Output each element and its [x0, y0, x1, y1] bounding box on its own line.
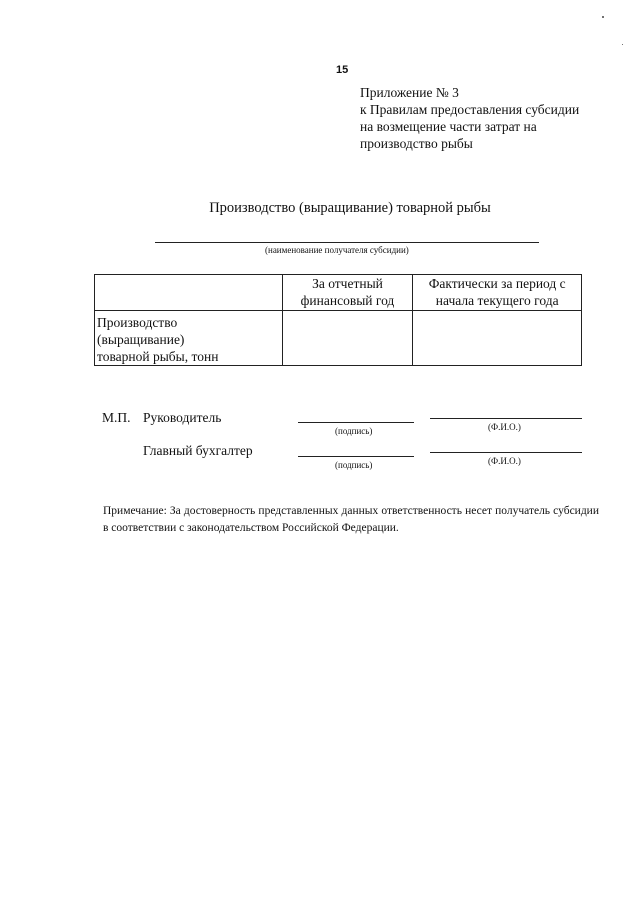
recipient-caption: (наименование получателя субсидии): [265, 245, 409, 255]
footnote: Примечание: За достоверность представленных данных ответственность несет получатель субсидии в соответствии с законодательством Российской Федерации.: [103, 505, 599, 534]
recipient-name-line: [155, 242, 539, 243]
accountant-name-caption: (Ф.И.О.): [488, 456, 521, 466]
appendix-line: производство рыбы: [360, 136, 473, 151]
head-signature-caption: (подпись): [335, 426, 373, 436]
table-cell-reporting-year[interactable]: [282, 311, 413, 366]
scan-speck: [602, 16, 604, 18]
form-title: [0, 200, 640, 217]
accountant-signature-caption: (подпись): [335, 460, 373, 470]
accountant-name-line[interactable]: [430, 452, 582, 453]
accountant-label: Главный бухгалтер: [143, 443, 253, 458]
head-name-line[interactable]: [430, 418, 582, 419]
page-number: 15: [336, 64, 349, 76]
appendix-line: к Правилам предоставления субсидии: [360, 102, 580, 117]
form-title-text: Производство (выращивание) товарной рыбы: [209, 200, 491, 216]
appendix-line: на возмещение части затрат на: [360, 119, 537, 134]
table-row-label: Производство (выращивание) товарной рыбы, тонн: [95, 311, 283, 366]
scan-speck: [622, 44, 623, 45]
stamp-label: М.П.: [102, 410, 131, 425]
accountant-signature-line[interactable]: [298, 456, 414, 457]
table-header-row: [95, 275, 582, 311]
head-signature-line[interactable]: [298, 422, 414, 423]
head-name-caption: (Ф.И.О.): [488, 422, 521, 432]
head-label: Руководитель: [143, 410, 222, 425]
table-cell-current-period[interactable]: [413, 311, 582, 366]
appendix-line: Приложение № 3: [360, 85, 459, 100]
table-row: [95, 311, 582, 366]
production-table: [94, 274, 582, 366]
table-header-current-period: Фактически за период с начала текущего года: [413, 275, 582, 311]
table-corner-cell: [95, 275, 283, 311]
appendix-header: [360, 84, 579, 152]
table-header-reporting-year: За отчетный финансовый год: [282, 275, 413, 311]
